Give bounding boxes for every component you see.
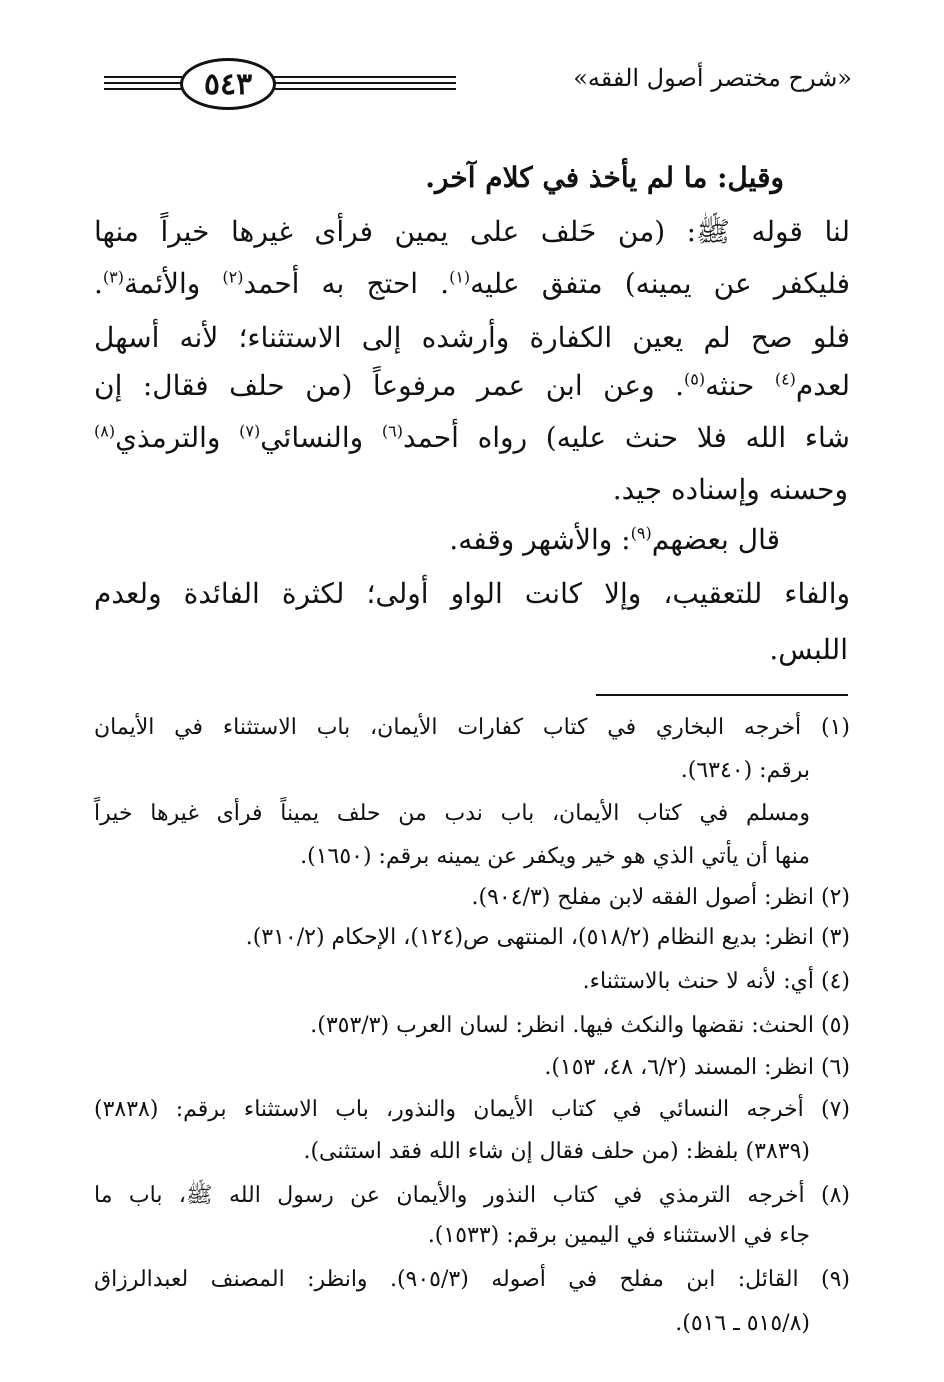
footnote-3: (٣) انظر: بديع النظام (٥١٨/٢)، المنتهى ص(١٢٤)، الإحكام (٣١٠/٢). — [245, 925, 850, 950]
header-rule-right-mid — [270, 82, 456, 84]
body-text: فليكفر عن يمينه) متفق عليه — [470, 267, 850, 300]
body-text: قال بعضهم — [651, 523, 780, 556]
footnote-4: (٤) أي: لأنه لا حنث بالاستثناء. — [582, 969, 850, 994]
footnote-9-line-1: (٩) القائل: ابن مفلح في أصوله (٩٠٥/٣). وانظر: المصنف لعبدالرزاق — [94, 1267, 850, 1292]
body-text: حنثه — [705, 369, 775, 402]
body-text: والأئمة — [124, 267, 223, 300]
body-text: لعدم — [795, 369, 850, 402]
body-line-5 — [94, 366, 850, 406]
note-ref-9: (٩) — [630, 523, 652, 543]
body-line-1: وقيل: ما لم يأخذ في كلام آخر. — [425, 161, 784, 194]
header-rule-right-bottom — [270, 88, 456, 90]
footnote-8-line-1: (٨) أخرجه الترمذي في كتاب النذور والأيمان عن رسول الله ﷺ، باب ما — [94, 1183, 850, 1208]
body-text: . — [94, 267, 103, 300]
body-line-2: لنا قوله ﷺ: (من حَلف على يمين فرأى غيرها خيراً منها — [94, 215, 850, 248]
footnote-7-line-2: (٣٨٣٩) بلفظ: (من حلف فقال إن شاء الله فقد استثنى). — [303, 1139, 810, 1164]
footnote-5: (٥) الحنث: نقضها والنكث فيها. انظر: لسان العرب (٣٥٣/٣). — [310, 1013, 850, 1038]
note-ref-8: (٨) — [94, 421, 116, 441]
body-text: والترمذي — [115, 421, 240, 454]
footnote-2: (٢) انظر: أصول الفقه لابن مفلح (٩٠٤/٣). — [471, 885, 850, 910]
body-line-6 — [94, 418, 850, 458]
footnote-8-line-2: جاء في الاستثناء في اليمين برقم: (١٥٣٣). — [427, 1223, 810, 1248]
body-line-7: وحسنه وإسناده جيد. — [612, 473, 848, 506]
header-rule-left-mid — [104, 82, 182, 84]
page-number: ٥٤٣ — [180, 58, 276, 110]
body-text: والنسائي — [260, 421, 382, 454]
note-ref-6: (٦) — [381, 421, 403, 441]
footnote-9-line-2: (٥١٥/٨ ـ ٥١٦). — [675, 1311, 810, 1336]
footnote-7-line-1: (٧) أخرجه النسائي في كتاب الأيمان والنذور، باب الاستثناء برقم: (٣٨٣٨) — [94, 1097, 850, 1122]
body-text: . وعن ابن عمر مرفوعاً (من حلف فقال: إن — [94, 369, 685, 402]
body-line-9: والفاء للتعقيب، وإلا كانت الواو أولى؛ لكثرة الفائدة ولعدم — [94, 577, 850, 610]
footnote-1-line-4: منها أن يأتي الذي هو خير ويكفر عن يمينه برقم: (١٦٥٠). — [300, 844, 810, 869]
footnote-1-line-2: برقم: (٦٣٤٠). — [680, 758, 810, 783]
body-line-10: اللبس. — [769, 633, 848, 666]
header-rule-left-top — [104, 76, 182, 78]
note-ref-4: (٤) — [774, 369, 796, 389]
footnote-6: (٦) انظر: المسند (٦/٢، ٤٨، ١٥٣). — [544, 1055, 850, 1080]
note-ref-5: (٥) — [684, 369, 706, 389]
body-text: : والأشهر وقفه. — [449, 523, 631, 556]
footnote-separator — [596, 694, 848, 696]
running-title: «شرح مختصر أصول الفقه» — [573, 64, 852, 92]
header-rule-left-bottom — [104, 88, 182, 90]
body-text: . احتج به أحمد — [243, 267, 450, 300]
body-line-4: فلو صح لم يعين الكفارة وأرشده إلى الاستثناء؛ لأنه أسهل — [94, 321, 850, 354]
note-ref-3: (٣) — [102, 267, 124, 287]
body-text: شاء الله فلا حنث عليه) رواه أحمد — [402, 421, 850, 454]
note-ref-7: (٧) — [239, 421, 261, 441]
body-line-8 — [449, 520, 780, 560]
body-line-3 — [94, 264, 850, 304]
header-rule-right-top — [270, 76, 456, 78]
note-ref-2: (٢) — [222, 267, 244, 287]
footnote-1-line-3: ومسلم في كتاب الأيمان، باب ندب من حلف يميناً فرأى غيرها خيراً — [94, 801, 810, 826]
footnote-1-line-1: (١) أخرجه البخاري في كتاب كفارات الأيمان، باب الاستثناء في الأيمان — [94, 715, 850, 740]
note-ref-1: (١) — [449, 267, 471, 287]
